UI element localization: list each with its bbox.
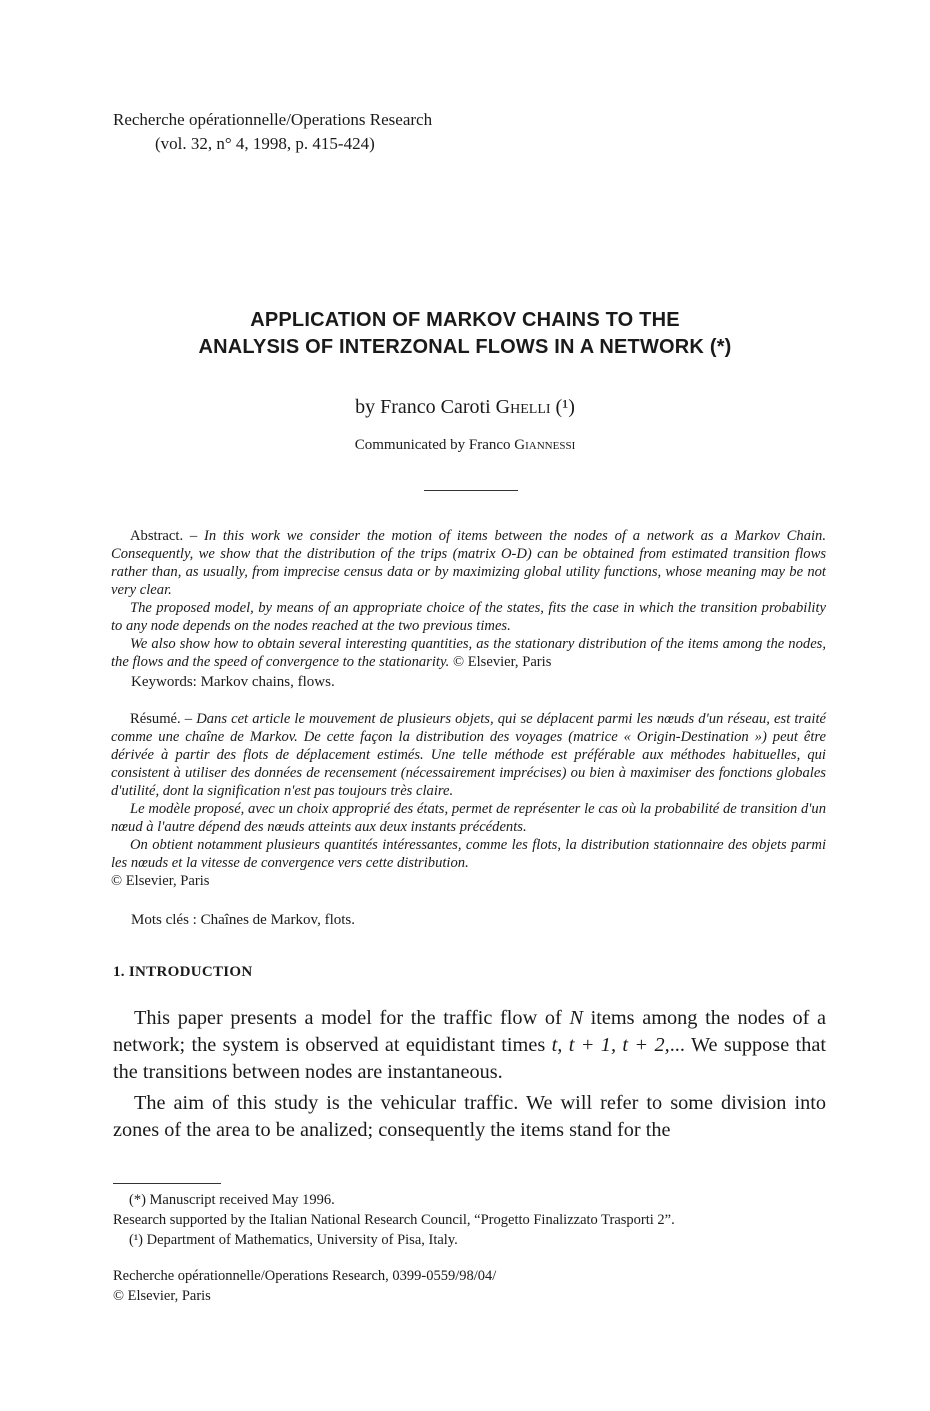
paper-title	[0, 307, 930, 361]
intro-text-c: ... We suppose that the transitions between nodes are instantaneous.	[113, 1034, 827, 1083]
title-line-1: APPLICATION OF MARKOV CHAINS TO THE	[250, 309, 680, 331]
math-times: t, t + 1, t + 2,	[551, 1034, 670, 1056]
footnote-affiliation: (¹) Department of Mathematics, University of Pisa, Italy.	[129, 1232, 458, 1248]
byline-prefix: by Franco Caroti	[355, 396, 491, 418]
footnote-rule	[113, 1183, 221, 1184]
abstract	[111, 527, 826, 671]
author-footnote-mark: (¹)	[555, 396, 575, 418]
resume-copyright: © Elsevier, Paris	[111, 873, 210, 889]
intro-paragraph-1	[113, 1005, 826, 1086]
keywords: Keywords: Markov chains, flows.	[131, 674, 335, 690]
title-separator	[424, 490, 518, 491]
page-footer	[113, 1266, 496, 1306]
communicated-by	[0, 437, 930, 454]
journal-header	[113, 108, 432, 156]
footer-journal: Recherche opérationnelle/Operations Research, 0399-0559/98/04/	[113, 1268, 497, 1284]
intro-text-a: This paper presents a model for the traffic flow of	[134, 1007, 562, 1029]
footer-copyright: © Elsevier, Paris	[113, 1288, 211, 1304]
mots-cles: Mots clés : Chaînes de Markov, flots.	[131, 912, 355, 928]
math-N: N	[569, 1007, 583, 1029]
abstract-paragraph-1: In this work we consider the motion of items between the nodes of a network as a Markov Chain. Consequently, we show that the distribution of the trips (matrix O-D) can be obtained from estimated transition flows rather than, as usually, from imprecise census data or by maximizing global utility functions, whose meaning may be not very clear.	[111, 528, 826, 598]
resume-paragraph-2: Le modèle proposé, avec un choix approprié des états, permet de représenter le cas où la probabilité de transition d'un nœud à l'autre dépend des nœuds atteints aux deux instants précédents.	[111, 801, 826, 835]
author-byline	[0, 396, 930, 419]
abstract-label: Abstract. –	[130, 528, 198, 544]
communicator-surname: Giannessi	[514, 437, 576, 453]
journal-volume: (vol. 32, n° 4, 1998, p. 415-424)	[155, 134, 375, 153]
intro-paragraph-2: The aim of this study is the vehicular traffic. We will refer to some division into zones of the area to be analized; consequently the items stand for the	[113, 1092, 826, 1141]
abstract-paragraph-3: We also show how to obtain several interesting quantities, as the stationary distribution of the items among the nodes, the flows and the speed of convergence to the stationarity.	[111, 636, 826, 670]
resume-paragraph-3: On obtient notamment plusieurs quantités intéressantes, comme les flots, la distribution stationnaire des objets parmi les nœuds et la vitesse de convergence vers cette distribution.	[111, 837, 826, 871]
journal-name: Recherche opérationnelle/Operations Research	[113, 110, 433, 129]
resume-paragraph-1: Dans cet article le mouvement de plusieurs objets, qui se déplacent parmi les nœuds d'un réseau, est traité comme une chaîne de Markov. De cette façon la distribution des voyages (matrice « Origin-Destination ») peut être dérivée à partir des flots de déplacement estimés. Une telle méthode est préférable aux méthodes habituelles, qui consistent à utiliser des données de recensement (nécessairement imprécises) ou bien à maximiser des fonctions globales d'utilité, dont la signification n'est pas toujours très claire.	[111, 711, 826, 799]
footnotes	[113, 1190, 675, 1250]
title-line-2: ANALYSIS OF INTERZONAL FLOWS IN A NETWORK (*)	[198, 336, 732, 358]
section-heading: 1. INTRODUCTION	[113, 964, 253, 980]
intro-text-b: items among the nodes of a network; the system is observed at equidistant times	[113, 1007, 827, 1056]
abstract-copyright: © Elsevier, Paris	[452, 654, 552, 670]
footnote-manuscript: (*) Manuscript received May 1996.	[129, 1192, 335, 1208]
resume-label: Résumé. –	[130, 711, 193, 727]
abstract-paragraph-2: The proposed model, by means of an appropriate choice of the states, fits the case in which the transition probability to any node depends on the nodes reached at the two previous times.	[111, 600, 826, 634]
resume	[111, 710, 826, 890]
introduction-body	[113, 1005, 826, 1144]
communicated-prefix: Communicated by Franco	[354, 437, 511, 453]
author-surname: Ghelli	[495, 396, 551, 418]
footnote-support: Research supported by the Italian National Research Council, “Progetto Finalizzato Trasporti 2”.	[113, 1212, 675, 1228]
